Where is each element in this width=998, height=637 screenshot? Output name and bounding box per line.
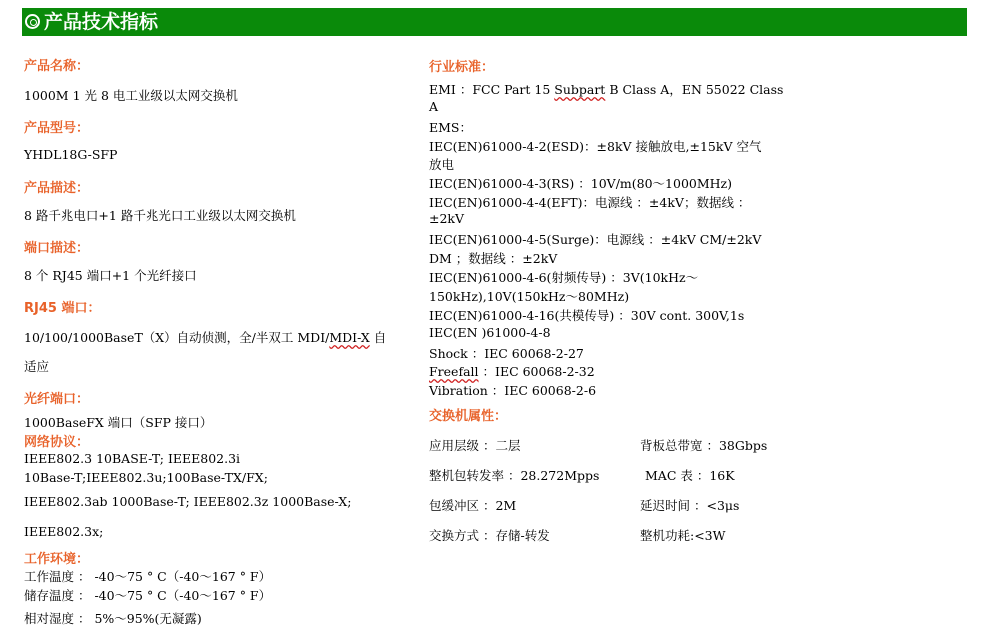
- prop-value: MAC 表 ：16K: [645, 468, 735, 483]
- esd-line-1: IEC(EN)61000-4-2(ESD)：±8kV 接触放电,±15kV 空气: [429, 139, 762, 154]
- desc-label: 产品描述：: [24, 181, 90, 196]
- cm-line: IEC(EN)61000-4-16(共模传导) ：30V cont. 300V,1s: [429, 308, 745, 323]
- prop-value: 背板总带宽 ：38Gbps: [640, 438, 768, 453]
- vibration-line: Vibration ：IEC 60068-2-6: [429, 383, 597, 398]
- section-banner: [22, 8, 967, 36]
- emi-line-1: EMI ：FCC Part 15 Subpart B Class A，EN 55022 Class: [429, 82, 784, 97]
- eft-line-1: IEC(EN)61000-4-4(EFT)：电源线 ：±4kV；数据线 ：: [429, 195, 751, 210]
- product-name-label: 产品名称：: [24, 59, 90, 74]
- protocol-line: IEEE802.3ab 1000Base-T; IEEE802.3z 1000Base-X;: [24, 494, 352, 509]
- ems-line: EMS：: [429, 120, 472, 135]
- fiber-value: 1000BaseFX 端口（SFP 接口）: [24, 415, 213, 430]
- model-label: 产品型号：: [24, 121, 90, 136]
- surge-line-2: DM ；数据线 ：±2kV: [429, 251, 558, 266]
- rs-line: IEC(EN)61000-4-3(RS) ：10V/m(80～1000MHz): [429, 176, 733, 191]
- port-value: 8 个 RJ45 端口+1 个光纤接口: [24, 268, 197, 283]
- switch-props-label: 交换机属性：: [429, 409, 508, 424]
- protocol-line: IEEE802.3x;: [24, 524, 104, 539]
- port-label: 端口描述：: [24, 241, 90, 256]
- env-label: 工作环境：: [24, 552, 90, 567]
- prop-key: 交换方式 ：存储-转发: [429, 528, 550, 543]
- section-title: 产品技术指标: [44, 11, 159, 33]
- eft-line-2: ±2kV: [429, 211, 465, 226]
- fiber-label: 光纤端口：: [24, 392, 90, 407]
- product-name: 1000M 1 光 8 电工业级以太网交换机: [24, 88, 238, 103]
- env-line: 工作温度 ： -40～75 ° C（-40～167 ° F）: [24, 569, 272, 584]
- cs-line-2: 150kHz),10V(150kHz～80MHz): [429, 289, 630, 304]
- shock-line: Shock ：IEC 60068-2-27: [429, 346, 584, 361]
- env-line: 储存温度 ： -40～75 ° C（-40～167 ° F）: [24, 588, 272, 603]
- prop-value: 延迟时间 ：<3μs: [640, 498, 740, 513]
- prop-key: 整机包转发率 ：28.272Mpps: [429, 468, 600, 483]
- pfm-line: IEC(EN )61000-4-8: [429, 325, 551, 340]
- rj45-line-1: 10/100/1000BaseT（X）自动侦测，全/半双工 MDI/MDI-X 自: [24, 330, 387, 345]
- cs-line-1: IEC(EN)61000-4-6(射频传导) ：3V(10kHz～: [429, 270, 699, 285]
- rj45-label: RJ45 端口：: [24, 301, 101, 316]
- desc-value: 8 路千兆电口+1 路千兆光口工业级以太网交换机: [24, 208, 296, 223]
- protocol-line: 10Base-T;IEEE802.3u;100Base-TX/FX;: [24, 470, 268, 485]
- prop-key: 包缓冲区 ：2M: [429, 498, 517, 513]
- protocol-label: 网络协议：: [24, 435, 90, 450]
- circle-icon: [25, 14, 40, 29]
- model-value: YHDL18G-SFP: [24, 147, 118, 162]
- surge-line-1: IEC(EN)61000-4-5(Surge)：电源线 ：±4kV CM/±2kV: [429, 232, 762, 247]
- standards-label: 行业标准：: [429, 60, 495, 75]
- prop-value: 整机功耗:<3W: [640, 528, 726, 543]
- rj45-line-2: 适应: [24, 359, 50, 374]
- emi-line-2: A: [429, 99, 439, 114]
- protocol-line: IEEE802.3 10BASE-T; IEEE802.3i: [24, 451, 241, 466]
- freefall-line: Freefall ：IEC 60068-2-32: [429, 364, 595, 379]
- esd-line-2: 放电: [429, 157, 455, 172]
- env-line: 相对湿度 ： 5%～95%(无凝露): [24, 611, 202, 626]
- prop-key: 应用层级 ：二层: [429, 438, 521, 453]
